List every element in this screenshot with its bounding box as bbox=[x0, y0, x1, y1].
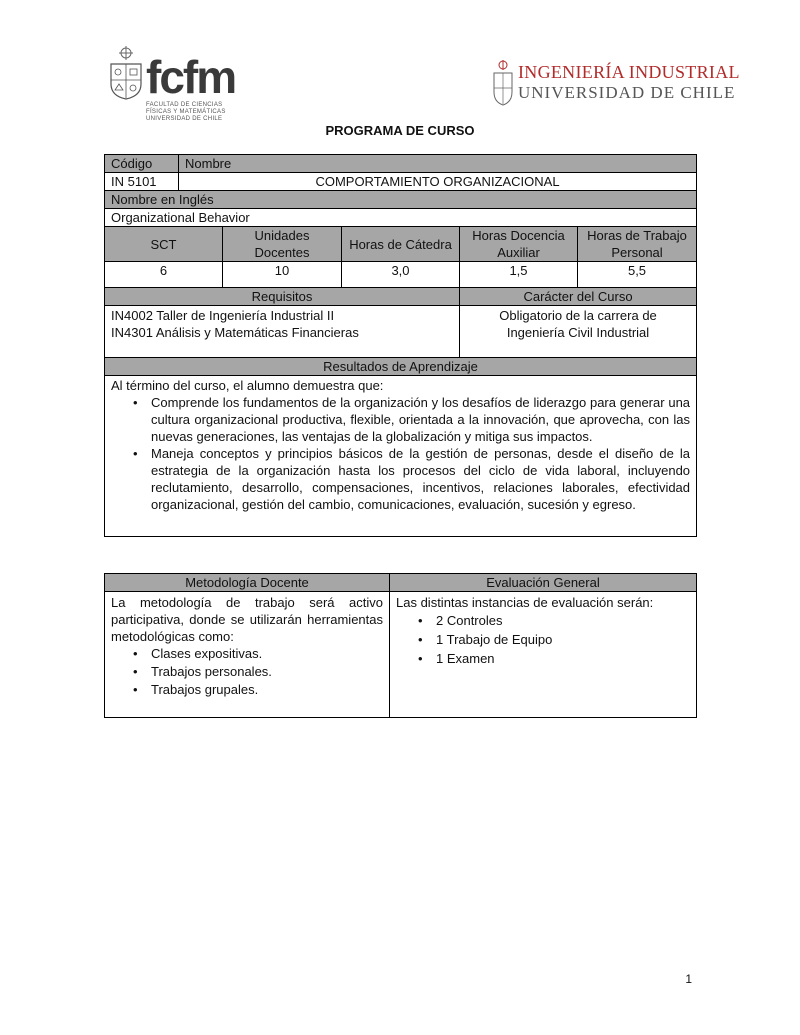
page-number: 1 bbox=[685, 972, 692, 986]
requisitos-label: Requisitos bbox=[105, 288, 460, 306]
requisito-item: IN4301 Análisis y Matemáticas Financieras bbox=[111, 325, 359, 340]
list-item: • Clases expositivas. bbox=[151, 645, 383, 663]
name-label: Nombre bbox=[179, 155, 697, 173]
resultados-intro: Al término del curso, el alumno demuestra que: bbox=[111, 378, 384, 393]
horas-auxiliar-value: 1,5 bbox=[460, 262, 578, 288]
metodologia-intro: La metodología de trabajo será activo participativa, donde se utilizarán herramientas metodológicas como: bbox=[111, 595, 383, 644]
caracter-label: Carácter del Curso bbox=[460, 288, 697, 306]
horas-trabajo-header: Horas de Trabajo Personal bbox=[578, 227, 697, 262]
list-item: • Trabajos grupales. bbox=[151, 681, 383, 699]
evaluacion-content bbox=[390, 592, 697, 718]
list-item: • 2 Controles bbox=[436, 611, 690, 630]
university-crest-icon bbox=[492, 60, 514, 106]
resultados-label: Resultados de Aprendizaje bbox=[105, 358, 697, 376]
requisito-item: IN4002 Taller de Ingeniería Industrial II bbox=[111, 308, 335, 323]
course-code: IN 5101 bbox=[105, 173, 179, 191]
unidades-docentes-value: 10 bbox=[223, 262, 342, 288]
logo-title: INGENIERÍA INDUSTRIAL bbox=[518, 62, 740, 82]
course-table bbox=[104, 154, 697, 537]
list-item: • 1 Trabajo de Equipo bbox=[436, 630, 690, 649]
horas-auxiliar-header: Horas Docencia Auxiliar bbox=[460, 227, 578, 262]
resultados-list bbox=[111, 394, 690, 513]
code-label: Código bbox=[105, 155, 179, 173]
english-name-label: Nombre en Inglés bbox=[105, 191, 697, 209]
resultados-content bbox=[105, 376, 697, 537]
fcfm-logo bbox=[108, 44, 236, 126]
evaluacion-list bbox=[396, 611, 690, 668]
metodologia-content bbox=[105, 592, 390, 718]
list-item: • 1 Examen bbox=[436, 649, 690, 668]
unidades-docentes-header: Unidades Docentes bbox=[223, 227, 342, 262]
sct-value: 6 bbox=[105, 262, 223, 288]
horas-catedra-header: Horas de Cátedra bbox=[342, 227, 460, 262]
sct-header: SCT bbox=[105, 227, 223, 262]
list-item: • Maneja conceptos y principios básicos de la gestión de personas, desde el diseño de la estrategia de la organización hasta los procesos del ciclo de vida laboral, incluyendo reclutamiento, desarrollo, compensaciones, incentivos, relaciones laborales, efectividad organizacional, gestión del cambio, comunicaciones, evaluación, sucesión y egreso. bbox=[151, 445, 690, 513]
evaluacion-intro: Las distintas instancias de evaluación serán: bbox=[396, 595, 654, 610]
methodology-table bbox=[104, 573, 697, 718]
caracter-value: Obligatorio de la carrera de Ingeniería Civil Industrial bbox=[460, 306, 697, 358]
horas-trabajo-value: 5,5 bbox=[578, 262, 697, 288]
ingenieria-industrial-logo bbox=[490, 58, 740, 108]
metodologia-list bbox=[111, 645, 383, 699]
university-seal-icon bbox=[108, 46, 144, 100]
english-name: Organizational Behavior bbox=[105, 209, 697, 227]
evaluacion-label: Evaluación General bbox=[390, 574, 697, 592]
list-item: • Trabajos personales. bbox=[151, 663, 383, 681]
fcfm-wordmark: fcfm bbox=[146, 51, 236, 103]
horas-catedra-value: 3,0 bbox=[342, 262, 460, 288]
logo-subtitle: UNIVERSIDAD DE CHILE bbox=[518, 83, 736, 102]
fcfm-subtitle: FACULTAD DE CIENCIAS FÍSICAS Y MATEMÁTICAS UNIVERSIDAD DE CHILE bbox=[146, 102, 226, 122]
page-title: PROGRAMA DE CURSO bbox=[325, 123, 475, 138]
metodologia-label: Metodología Docente bbox=[105, 574, 390, 592]
requisitos-list bbox=[105, 306, 460, 358]
list-item: • Comprende los fundamentos de la organización y los desafíos de liderazgo para generar una cultura organizacional productiva, flexible, orientada a la innovación, que aprovecha, con las nuevas generaciones, las ventajas de la globalización y mitiga sus impactos. bbox=[151, 394, 690, 445]
course-name: COMPORTAMIENTO ORGANIZACIONAL bbox=[179, 173, 697, 191]
